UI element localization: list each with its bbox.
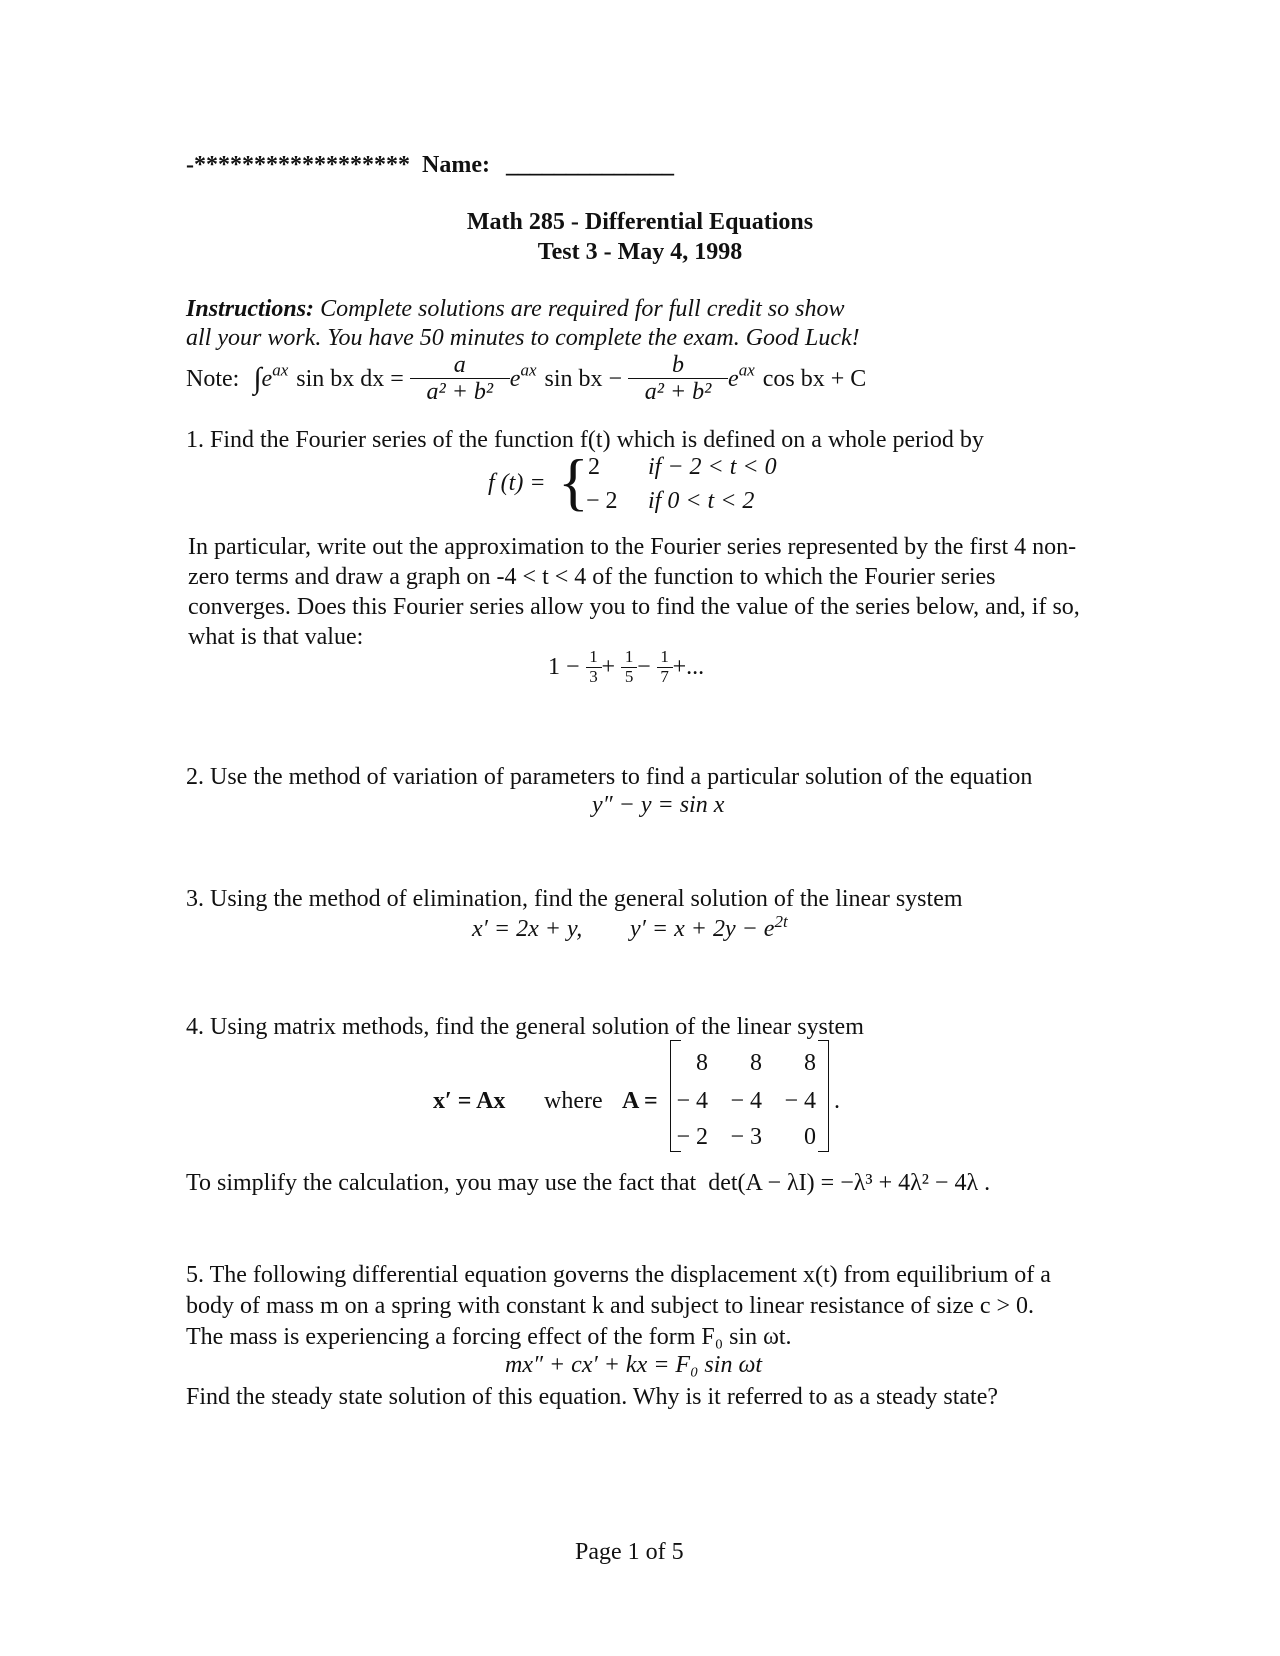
series-frac-1-num: 1 bbox=[586, 648, 602, 668]
case1-condition: if − 2 < t < 0 bbox=[648, 454, 777, 480]
matrix-cell: − 4 bbox=[730, 1088, 762, 1114]
q2-text: 2. Use the method of variation of parameters to find a particular solution of the equation bbox=[186, 764, 1033, 790]
instructions-label: Instructions: bbox=[186, 296, 315, 322]
name-label: Name: bbox=[422, 152, 490, 178]
matrix-end: . bbox=[834, 1088, 840, 1114]
term1-e: e bbox=[509, 365, 521, 392]
series-frac-2-num: 1 bbox=[621, 648, 637, 668]
frac1-num: a bbox=[410, 352, 510, 379]
term1-rest: sin bx − bbox=[544, 365, 623, 392]
frac1-den: a² + b² bbox=[426, 379, 494, 406]
note-frac-1 bbox=[410, 352, 510, 406]
integrand-exp: ax bbox=[272, 360, 289, 380]
q5-text1: 5. The following differential equation governs the displacement x(t) from equilibrium of a bbox=[186, 1262, 1051, 1288]
q3-eq2 bbox=[630, 914, 788, 944]
case2-condition: if 0 < t < 2 bbox=[648, 488, 755, 514]
q2-equation: y″ − y = sin x bbox=[592, 792, 725, 818]
exam-subtitle: Test 3 - May 4, 1998 bbox=[537, 239, 743, 265]
matrix-cell: − 4 bbox=[676, 1088, 708, 1114]
piecewise-brace: { bbox=[558, 446, 589, 517]
q3-eq1: x′ = 2x + y, bbox=[472, 916, 583, 942]
note-formula bbox=[186, 352, 866, 406]
term2-exp: ax bbox=[738, 360, 755, 380]
matrix-cell: − 3 bbox=[730, 1124, 762, 1150]
case2-value: − 2 bbox=[586, 488, 618, 514]
series-frac-2 bbox=[621, 648, 637, 686]
q3-text: 3. Using the method of elimination, find the general solution of the linear system bbox=[186, 886, 963, 912]
q5-equation: mx″ + cx′ + kx = F₀ sin ωt bbox=[505, 1352, 763, 1378]
note-frac-2 bbox=[628, 352, 728, 406]
instructions-line2: all your work. You have 50 minutes to complete the exam. Good Luck! bbox=[186, 325, 860, 351]
matrix-cell: 8 bbox=[804, 1050, 816, 1076]
q4-matrix-label: A = bbox=[622, 1088, 658, 1114]
header-stars: -****************** bbox=[186, 152, 410, 178]
series-frac-1-den: 3 bbox=[589, 666, 598, 686]
note-label: Note: bbox=[186, 365, 240, 392]
frac2-num: b bbox=[628, 352, 728, 379]
q4-hint-formula: det(A − λI) = −λ³ + 4λ² − 4λ . bbox=[708, 1170, 991, 1196]
q4-system: x′ = Ax bbox=[433, 1088, 506, 1114]
matrix-right-bracket bbox=[818, 1040, 829, 1152]
q1-text: 1. Find the Fourier series of the function f(t) which is defined on a whole period by bbox=[186, 427, 984, 453]
case1-value: 2 bbox=[588, 454, 600, 480]
integral-sign: ∫ bbox=[253, 361, 262, 395]
q3-eq2-exp: 2t bbox=[774, 912, 788, 931]
series-lead: 1 − bbox=[548, 654, 580, 681]
q4-text: 4. Using matrix methods, find the general solution of the linear system bbox=[186, 1014, 864, 1040]
term1-exp: ax bbox=[520, 360, 537, 380]
series-op-3: +... bbox=[672, 654, 705, 681]
q3-eq2-base: y′ = x + 2y − e bbox=[630, 916, 775, 942]
instructions-line1 bbox=[186, 294, 845, 324]
series-frac-3-num: 1 bbox=[657, 648, 673, 668]
name-blank: ______________ bbox=[505, 152, 674, 178]
series-frac-3 bbox=[657, 648, 673, 686]
q1-piecewise bbox=[488, 448, 828, 520]
frac2-den: a² + b² bbox=[644, 379, 712, 406]
series-frac-1 bbox=[586, 648, 602, 686]
name-header bbox=[186, 150, 674, 180]
q5-question: Find the steady state solution of this equation. Why is it referred to as a steady state? bbox=[186, 1384, 999, 1410]
matrix-cell: − 4 bbox=[784, 1088, 816, 1114]
q5-text2: body of mass m on a spring with constant k and subject to linear resistance of size c > 0. bbox=[186, 1293, 1035, 1319]
series-frac-3-den: 7 bbox=[660, 666, 669, 686]
instructions-text1: Complete solutions are required for full credit so show bbox=[320, 296, 845, 322]
matrix-cell: 0 bbox=[804, 1124, 816, 1150]
series-frac-2-den: 5 bbox=[624, 666, 634, 686]
q4-hint-text: To simplify the calculation, you may use the fact that bbox=[186, 1170, 697, 1196]
q4-where: where bbox=[544, 1088, 603, 1114]
term2-e: e bbox=[728, 365, 739, 392]
q1-paragraph: In particular, write out the approximation to the Fourier series represented by the first 4 non-zero terms and draw a graph on -4 < t < 4 of the function to which the Fourier series converges. Does this Fourier series allow you to find the value of the series below, and, if so, what is that value: bbox=[188, 534, 1080, 650]
series-op-2: − bbox=[637, 654, 651, 681]
integrand-rest: sin bx dx = bbox=[296, 365, 404, 392]
q4-hint bbox=[186, 1168, 990, 1198]
q1-series bbox=[548, 648, 704, 686]
matrix-cell: − 2 bbox=[676, 1124, 708, 1150]
q5-text3: The mass is experiencing a forcing effect of the form F₀ sin ωt. bbox=[186, 1324, 792, 1350]
piecewise-lhs: f (t) = bbox=[488, 470, 546, 496]
matrix-cell: 8 bbox=[750, 1050, 762, 1076]
matrix-cell: 8 bbox=[696, 1050, 708, 1076]
page-number: Page 1 of 5 bbox=[575, 1539, 684, 1565]
integrand-e: e bbox=[261, 365, 273, 392]
exam-title: Math 285 - Differential Equations bbox=[466, 209, 814, 235]
term2-rest: cos bx + C bbox=[762, 365, 867, 392]
series-op-1: + bbox=[601, 654, 616, 681]
